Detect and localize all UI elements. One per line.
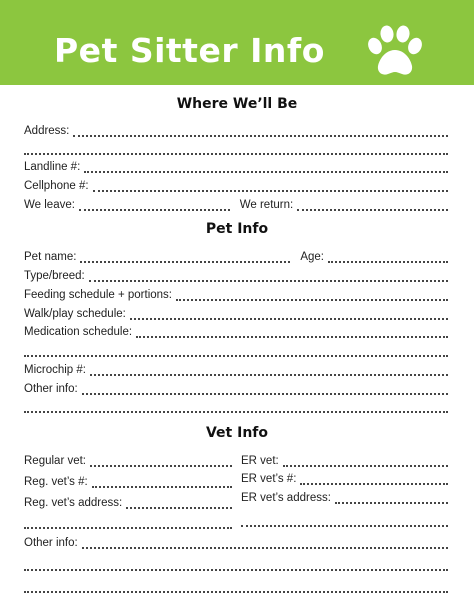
section-title-vet: Vet Info [205,425,268,441]
vet-other-row [24,534,448,550]
pet-other-field-line-2[interactable] [24,411,448,413]
cellphone-field[interactable] [93,190,448,192]
er-vets-address-field-line-2[interactable] [241,525,448,527]
page-title: Pet Sitter Info [54,31,325,70]
microchip-label: Microchip #: [24,364,86,376]
landline-row [24,158,448,174]
pet-other-row-2 [24,398,448,414]
address-row [24,122,448,138]
paw-print-icon [365,24,425,80]
reg-vets-address-row [24,494,232,510]
address-label: Address: [24,125,70,137]
regular-vet-field[interactable] [90,465,232,467]
leave-return-row [24,196,448,212]
medication-row-2 [24,342,448,358]
medication-field-line-2[interactable] [24,355,448,357]
feeding-field[interactable] [176,299,448,301]
medication-field[interactable] [136,336,448,338]
address-field[interactable] [73,135,448,137]
reg-vets-address-field[interactable] [126,507,232,509]
landline-label: Landline #: [24,161,81,173]
pet-name-row [24,248,448,264]
vet-other-field-line-3[interactable] [24,591,448,593]
reg-vets-num-label: Reg. vet’s #: [24,476,88,488]
medication-label: Medication schedule: [24,326,133,338]
vet-other-field-line-2[interactable] [24,569,448,571]
walk-play-label: Walk/play schedule: [24,308,126,320]
age-field[interactable] [328,261,448,263]
vet-other-field[interactable] [82,547,448,549]
medication-row [24,323,448,339]
er-vets-address-field[interactable] [335,502,448,504]
cellphone-label: Cellphone #: [24,180,89,192]
walk-play-field[interactable] [130,318,448,320]
reg-vets-num-field[interactable] [92,486,232,488]
vet-other-label: Other info: [24,537,78,549]
we-leave-field[interactable] [79,209,230,211]
pet-name-field[interactable] [80,261,290,263]
er-vets-address-row-2 [241,512,448,528]
pet-other-label: Other info: [24,383,78,395]
er-vets-num-label: ER vet’s #: [241,473,297,485]
regular-vet-label: Regular vet: [24,455,87,467]
we-leave-label: We leave: [24,199,75,211]
er-vets-num-row [241,470,448,486]
feeding-row [24,286,448,302]
er-vet-label: ER vet: [241,455,279,467]
walk-row [24,305,448,321]
microchip-row [24,361,448,377]
microchip-field[interactable] [90,374,448,376]
pet-other-field[interactable] [82,393,448,395]
header-banner [0,0,474,85]
vet-other-row-2 [24,556,448,572]
er-vet-field[interactable] [283,465,448,467]
we-return-label: We return: [239,199,294,211]
er-vets-address-row [241,489,448,505]
regular-vet-row [24,452,232,468]
reg-vets-num-row [24,473,232,489]
reg-vets-address-field-line-2[interactable] [24,527,232,529]
er-vet-row [241,452,448,468]
section-title-pet: Pet Info [205,221,269,237]
address-field-line-2[interactable] [24,153,448,155]
we-return-field[interactable] [297,209,448,211]
type-breed-label: Type/breed: [24,270,85,282]
address-row-2 [24,140,448,156]
pet-name-label: Pet name: [24,251,77,263]
feeding-label: Feeding schedule + portions: [24,289,173,301]
type-row [24,267,448,283]
pet-other-row [24,380,448,396]
section-title-where: Where We’ll Be [176,96,298,112]
type-breed-field[interactable] [89,280,448,282]
reg-vets-address-label: Reg. vet’s address: [24,497,123,509]
age-label: Age: [300,251,324,263]
cellphone-row [24,177,448,193]
landline-field[interactable] [84,171,448,173]
er-vets-address-label: ER vet’s address: [241,492,331,504]
reg-vets-address-row-2 [24,514,232,530]
er-vets-num-field[interactable] [300,483,448,485]
vet-other-row-3 [24,578,448,594]
